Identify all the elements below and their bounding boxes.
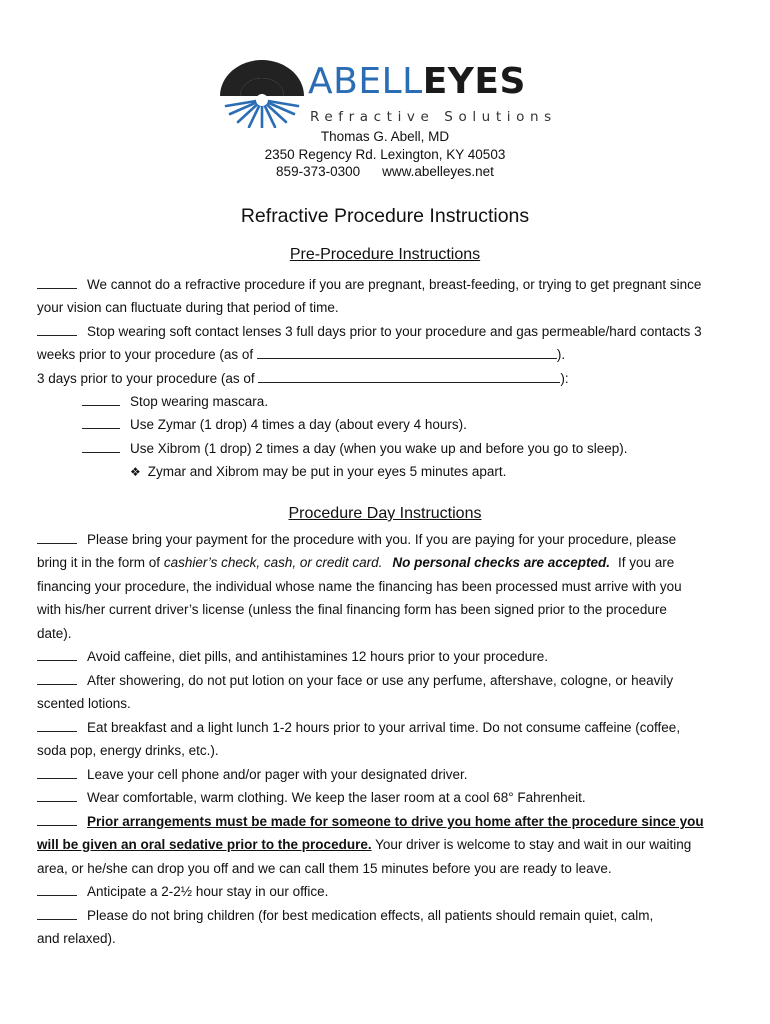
day-item-8 [37,883,328,900]
financing-intro: If you are [618,555,675,570]
pre-item-3-close: ): [560,371,569,386]
no-checks-notice: No personal checks are accepted. [392,555,611,570]
day-item-3-line-2: scented lotions. [37,696,131,711]
day-item-1-line-5: date). [37,626,72,641]
pre-sub-1-text: Stop wearing mascara. [130,394,269,409]
pre-procedure-heading: Pre-Procedure Instructions [289,246,481,263]
day-item-4-line-2: soda pop, energy drinks, etc.). [37,743,219,758]
checkbox-blank[interactable] [37,907,77,920]
pre-item-3-label: 3 days prior to your procedure (as of [37,371,255,386]
abelleyes-logo [216,56,557,128]
pre-note [130,463,506,481]
checkbox-blank[interactable] [37,766,77,779]
date-field-3days[interactable] [258,370,560,383]
day-item-3-line-1 [37,672,673,689]
day-item-1-line-3: financing your procedure, the individual whose name the financing has been processed must arrive with you [37,579,682,594]
checkbox-blank[interactable] [82,393,120,406]
day-item-6 [37,789,586,806]
checkbox-blank[interactable] [37,719,77,732]
brand-name [308,61,526,102]
checkbox-blank[interactable] [37,813,77,826]
doctor-name: Thomas G. Abell, MD [320,129,450,144]
pre-item-2-line-1 [37,323,702,340]
day-item-4-line-1 [37,719,680,736]
clinic-website: www.abelleyes.net [382,164,494,179]
contact-line [0,163,770,180]
pre-note-text: Zymar and Xibrom may be put in your eyes 5 minutes apart. [147,464,507,479]
pre-item-2-text: Stop wearing soft contact lenses 3 full days prior to your procedure and gas permeable/hard contacts 3 [87,324,702,339]
pre-item-3 [37,370,569,387]
pre-sub-3-text: Use Xibrom (1 drop) 2 times a day (when you wake up and before you go to sleep). [130,441,628,456]
checkbox-blank[interactable] [37,276,77,289]
pre-item-2-close: ). [556,347,566,362]
day-item-2-text: Avoid caffeine, diet pills, and antihistamines 12 hours prior to your procedure. [87,649,549,664]
diamond-bullet-icon: ❖ [130,465,141,479]
pre-item-1-line-2: your vision can fluctuate during that period of time. [37,300,339,315]
pre-sub-3 [82,440,628,457]
sunburst-eye-icon [216,56,308,128]
payment-methods: cashier’s check, cash, or credit card. [163,555,383,570]
brand-tagline: Refractive Solutions [310,109,557,125]
day-item-9-text: Please do not bring children (for best medication effects, all patients should remain quiet, calm, [87,908,654,923]
clinic-phone: 859-373-0300 [276,164,361,179]
page-title: Refractive Procedure Instructions [240,205,530,227]
day-item-2 [37,648,548,665]
day-item-5 [37,766,468,783]
pre-item-2-line-2 [37,346,565,363]
payment-form-label: bring it in the form of [37,555,164,570]
day-item-6-text: Wear comfortable, warm clothing. We keep the laser room at a cool 68° Fahrenheit. [87,790,586,805]
pre-item-1-text: We cannot do a refractive procedure if you are pregnant, breast-feeding, or trying to get pregnant since [87,277,702,292]
brand-eyes: EYES [422,61,526,102]
pre-sub-2-text: Use Zymar (1 drop) 4 times a day (about every 4 hours). [130,417,467,432]
pre-item-2-date-label: weeks prior to your procedure (as of [37,347,254,362]
checkbox-blank[interactable] [37,531,77,544]
day-item-5-text: Leave your cell phone and/or pager with your designated driver. [87,767,468,782]
checkbox-blank[interactable] [82,416,120,429]
checkbox-blank[interactable] [37,648,77,661]
day-item-7-line-3: area, or he/she can drop you off and we can call them 15 minutes before you are ready to leave. [37,861,612,876]
day-item-1-line-2 [37,554,674,571]
day-item-7-line-1 [37,813,704,830]
day-item-9-line-2: and relaxed). [37,931,116,946]
date-field-contacts[interactable] [257,346,557,359]
day-item-4-text: Eat breakfast and a light lunch 1-2 hours prior to your arrival time. Do not consume caffeine (coffee, [87,720,681,735]
clinic-address: 2350 Regency Rd. Lexington, KY 40503 [264,147,506,162]
day-item-3-text: After showering, do not put lotion on your face or use any perfume, aftershave, cologne, or heavily [87,673,674,688]
checkbox-blank[interactable] [37,323,77,336]
pre-sub-1 [82,393,268,410]
checkbox-blank[interactable] [82,440,120,453]
day-item-1-line-1 [37,531,676,548]
pre-item-1-line-1 [37,276,701,293]
day-item-9-line-1 [37,907,653,924]
checkbox-blank[interactable] [37,883,77,896]
day-item-8-text: Anticipate a 2-2½ hour stay in our office. [87,884,329,899]
sedative-notice: will be given an oral sedative prior to the procedure. [37,837,372,852]
checkbox-blank[interactable] [37,789,77,802]
driver-requirement: Prior arrangements must be made for someone to drive you home after the procedure since you [87,814,704,829]
day-item-7-line-2 [37,836,691,853]
day-item-1-line-4: with his/her current driver’s license (unless the final financing form has been signed prior to the procedure [37,602,667,617]
driver-wait-text: Your driver is welcome to stay and wait in our waiting [371,837,692,852]
procedure-day-heading: Procedure Day Instructions [288,505,482,522]
day-item-1-text: Please bring your payment for the procedure with you. If you are paying for your procedure, please [87,532,677,547]
pre-sub-2 [82,416,467,433]
checkbox-blank[interactable] [37,672,77,685]
brand-abell: ABELL [308,61,423,102]
